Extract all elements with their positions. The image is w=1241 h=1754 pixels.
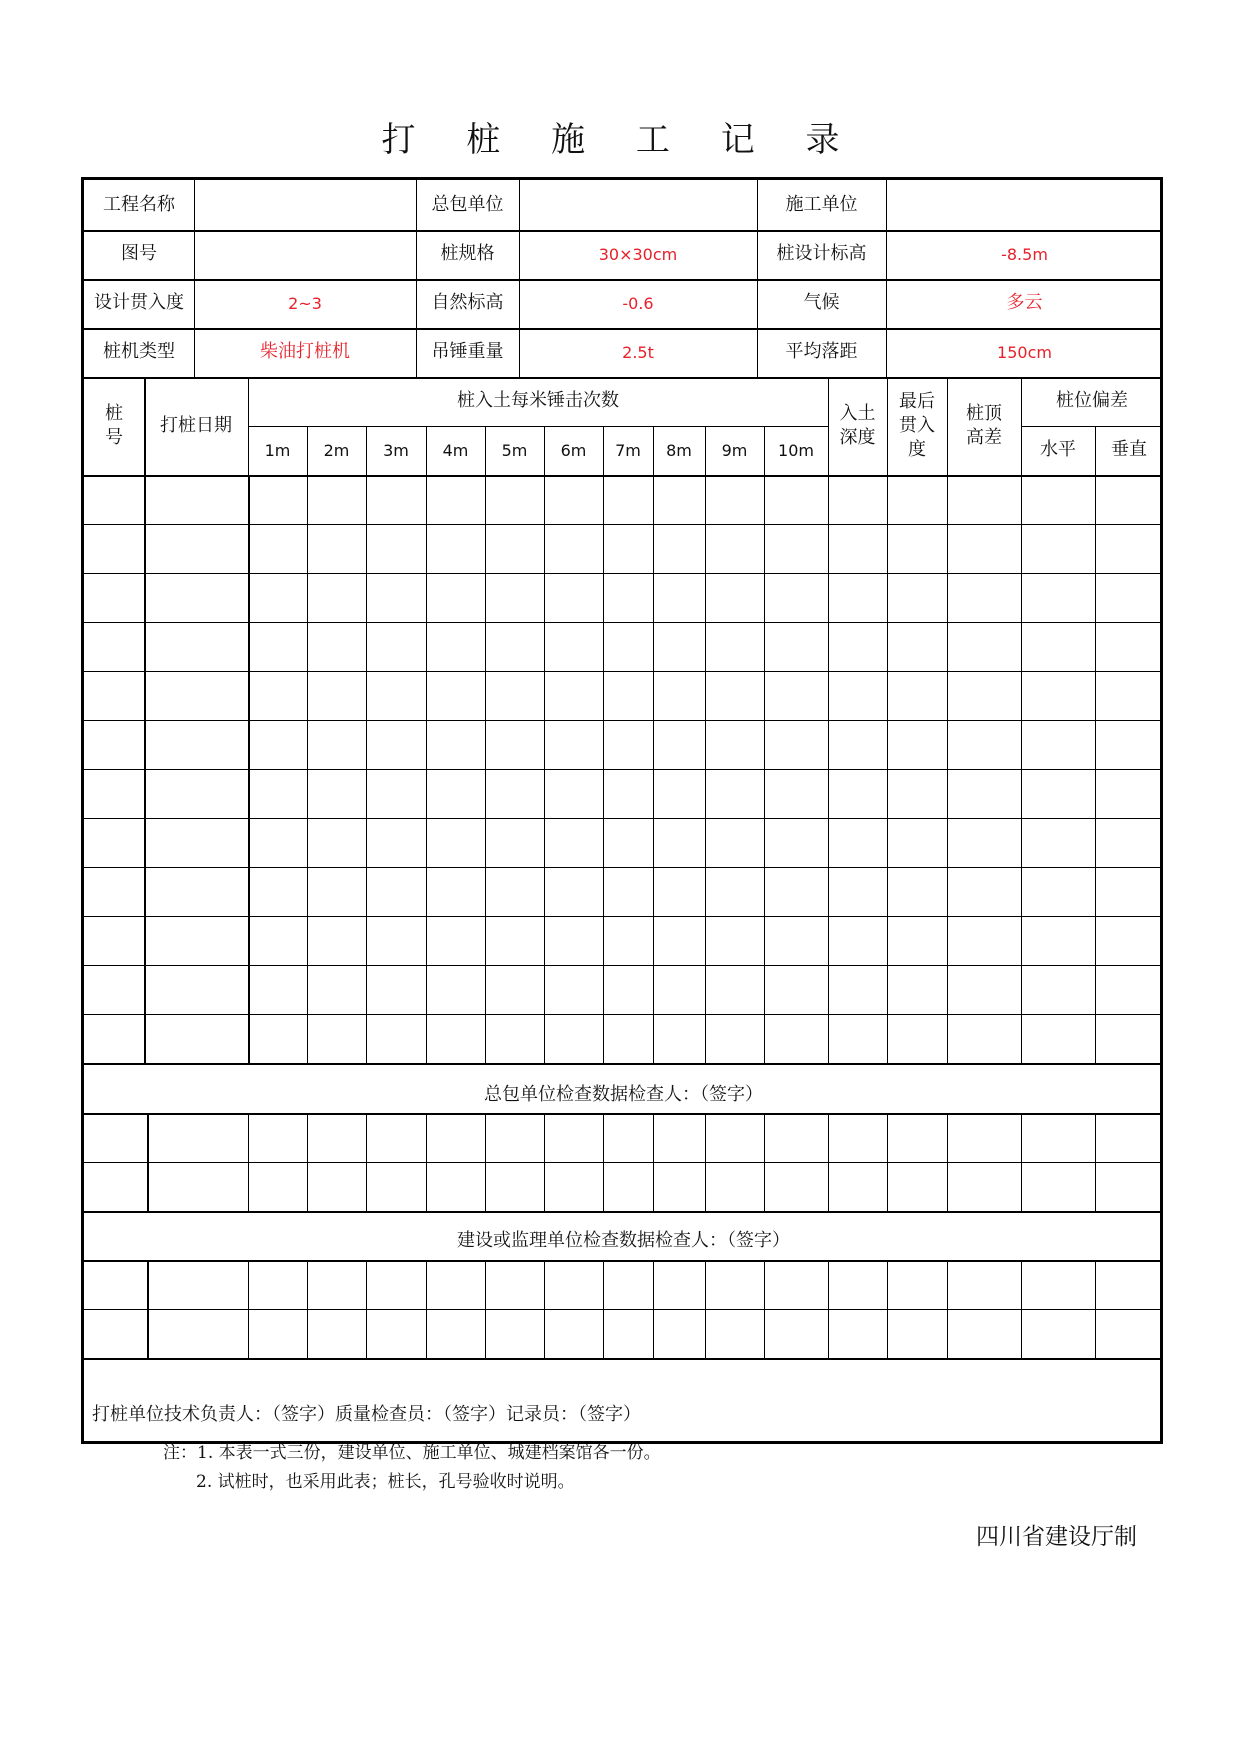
grid-line bbox=[603, 1113, 604, 1211]
grid-line bbox=[144, 475, 146, 1063]
grid-line bbox=[653, 426, 654, 475]
grid-line bbox=[426, 475, 427, 1063]
grid-line bbox=[764, 1260, 765, 1358]
grid-line bbox=[828, 1260, 829, 1358]
grid-line bbox=[366, 475, 367, 1063]
header-meter: 8m bbox=[666, 440, 692, 460]
grid-line bbox=[84, 328, 1163, 330]
grid-line bbox=[485, 1113, 486, 1211]
grid-line bbox=[84, 1309, 1163, 1310]
note-line-2: 2. 试桩时，也采用此表；桩长，孔号验收时说明。 bbox=[196, 1472, 575, 1492]
hammer-weight-label: 吊锤重量 bbox=[431, 341, 504, 363]
grid-line bbox=[84, 622, 1163, 623]
drawing-no-label: 图号 bbox=[121, 243, 157, 265]
grid-line bbox=[603, 475, 604, 1063]
grid-line bbox=[947, 475, 948, 1063]
grid-line bbox=[1021, 426, 1163, 427]
grid-line bbox=[544, 426, 545, 475]
grid-line bbox=[544, 1113, 545, 1211]
grid-line bbox=[1021, 1113, 1022, 1211]
natural-elevation-value[interactable]: -0.6 bbox=[622, 293, 654, 313]
grid-line bbox=[705, 475, 706, 1063]
header-date: 打桩日期 bbox=[160, 414, 232, 436]
general-contractor-field[interactable] bbox=[519, 180, 757, 230]
grid-line bbox=[248, 426, 828, 427]
grid-line bbox=[1095, 426, 1096, 475]
hammer-weight-value[interactable]: 2.5t bbox=[622, 342, 654, 362]
grid-line bbox=[248, 1260, 249, 1358]
grid-line bbox=[84, 230, 1163, 232]
grid-line bbox=[653, 475, 654, 1063]
grid-line bbox=[84, 475, 1163, 477]
header-meter: 3m bbox=[383, 440, 409, 460]
grid-line bbox=[84, 867, 1163, 868]
grid-line bbox=[84, 1014, 1163, 1015]
grid-line bbox=[653, 1260, 654, 1358]
construction-unit-field[interactable] bbox=[886, 180, 1163, 230]
weather-label: 气候 bbox=[803, 292, 840, 314]
grid-line bbox=[947, 377, 948, 475]
project-name-label: 工程名称 bbox=[103, 193, 175, 215]
grid-line bbox=[887, 377, 888, 475]
grid-line bbox=[886, 180, 887, 377]
rig-type-label: 桩机类型 bbox=[103, 341, 175, 363]
pile-design-elevation-label: 桩设计标高 bbox=[776, 243, 867, 265]
weather-value[interactable]: 多云 bbox=[1006, 292, 1043, 314]
grid-line bbox=[426, 426, 427, 475]
header-meter: 1m bbox=[264, 440, 291, 460]
header-top-elevation-diff: 桩顶 高差 bbox=[966, 402, 1002, 448]
grid-line bbox=[307, 475, 308, 1063]
grid-line bbox=[307, 1260, 308, 1358]
grid-line bbox=[426, 1260, 427, 1358]
grid-line bbox=[307, 426, 308, 475]
grid-line bbox=[887, 1113, 888, 1211]
grid-line bbox=[84, 671, 1163, 672]
natural-elevation-label: 自然标高 bbox=[431, 292, 504, 314]
grid-line bbox=[1021, 475, 1022, 1063]
pile-driving-record-form bbox=[81, 177, 1163, 1444]
grid-line bbox=[485, 1260, 486, 1358]
grid-line bbox=[764, 1113, 765, 1211]
grid-line bbox=[84, 1113, 1163, 1115]
drawing-no-field[interactable] bbox=[194, 230, 416, 279]
grid-line bbox=[757, 180, 758, 377]
grid-line bbox=[764, 426, 765, 475]
header-meter: 5m bbox=[501, 440, 528, 460]
grid-line bbox=[84, 377, 1163, 379]
rig-type-value[interactable]: 柴油打桩机 bbox=[260, 341, 350, 363]
grid-line bbox=[147, 1260, 149, 1358]
general-contractor-label: 总包单位 bbox=[431, 193, 504, 215]
grid-line bbox=[603, 1260, 604, 1358]
design-penetration-value[interactable]: 2~3 bbox=[288, 293, 322, 313]
pile-spec-label: 桩规格 bbox=[440, 243, 495, 265]
grid-line bbox=[947, 1113, 948, 1211]
grid-line bbox=[248, 1113, 249, 1211]
supervisor-check-row[interactable]: 建设或监理单位检查数据检查人：（签字） bbox=[457, 1230, 790, 1252]
grid-line bbox=[84, 965, 1163, 966]
grid-line bbox=[705, 1260, 706, 1358]
grid-line bbox=[764, 475, 765, 1063]
grid-line bbox=[248, 377, 249, 475]
general-contractor-check-row[interactable]: 总包单位检查数据检查人：（签字） bbox=[484, 1083, 763, 1105]
header-meter: 7m bbox=[615, 440, 641, 460]
grid-line bbox=[828, 377, 829, 475]
grid-line bbox=[485, 475, 486, 1063]
grid-line bbox=[828, 475, 829, 1063]
grid-line bbox=[1021, 1260, 1022, 1358]
header-meter: 10m bbox=[778, 440, 814, 460]
grid-line bbox=[887, 1260, 888, 1358]
design-penetration-label: 设计贯入度 bbox=[94, 292, 184, 314]
grid-line bbox=[84, 720, 1163, 721]
construction-unit-label: 施工单位 bbox=[785, 193, 858, 215]
grid-line bbox=[366, 1260, 367, 1358]
header-depth: 入土 深度 bbox=[839, 402, 876, 448]
grid-line bbox=[705, 1113, 706, 1211]
header-meter: 6m bbox=[560, 440, 587, 460]
grid-line bbox=[307, 1113, 308, 1211]
pile-spec-value[interactable]: 30×30cm bbox=[598, 244, 678, 264]
header-deviation: 桩位偏差 bbox=[1056, 390, 1128, 412]
grid-line bbox=[248, 475, 250, 1063]
grid-line bbox=[603, 426, 604, 475]
grid-line bbox=[544, 1260, 545, 1358]
grid-line bbox=[84, 769, 1163, 770]
signature-line[interactable]: 打桩单位技术负责人：（签字）质量检查员：（签字）记录员：（签字） bbox=[92, 1404, 641, 1425]
issuer-label: 四川省建设厅制 bbox=[976, 1524, 1137, 1550]
grid-line bbox=[84, 1211, 1163, 1213]
grid-line bbox=[1095, 475, 1096, 1063]
grid-line bbox=[366, 1113, 367, 1211]
grid-line bbox=[705, 426, 706, 475]
grid-line bbox=[485, 426, 486, 475]
header-meter: 2m bbox=[323, 440, 350, 460]
grid-line bbox=[887, 475, 888, 1063]
header-blows-per-meter: 桩入土每米锤击次数 bbox=[457, 390, 619, 412]
grid-line bbox=[84, 818, 1163, 819]
page-title: 打 桩 施 工 记 录 bbox=[381, 120, 860, 160]
grid-line bbox=[84, 1162, 1163, 1163]
header-pile-no: 桩 号 bbox=[105, 402, 123, 448]
header-horizontal: 水平 bbox=[1040, 439, 1076, 461]
grid-line bbox=[194, 180, 195, 377]
project-name-field[interactable] bbox=[194, 180, 416, 230]
grid-line bbox=[84, 524, 1163, 525]
header-meter: 9m bbox=[721, 440, 748, 460]
grid-line bbox=[144, 377, 146, 475]
grid-line bbox=[84, 916, 1163, 917]
grid-line bbox=[828, 1113, 829, 1211]
avg-drop-label: 平均落距 bbox=[785, 341, 858, 363]
grid-line bbox=[519, 180, 520, 377]
grid-line bbox=[1095, 1260, 1096, 1358]
grid-line bbox=[84, 1358, 1163, 1360]
note-line-1: 注：1. 本表一式三份，建设单位、施工单位、城建档案馆各一份。 bbox=[163, 1443, 661, 1463]
header-last-penetration: 最后 贯入 度 bbox=[899, 390, 935, 461]
grid-line bbox=[84, 573, 1163, 574]
grid-line bbox=[84, 1063, 1163, 1065]
grid-line bbox=[653, 1113, 654, 1211]
grid-line bbox=[947, 1260, 948, 1358]
grid-line bbox=[147, 1113, 149, 1211]
grid-line bbox=[426, 1113, 427, 1211]
header-meter: 4m bbox=[442, 440, 469, 460]
pile-design-elevation-value[interactable]: -8.5m bbox=[1001, 244, 1048, 264]
header-vertical: 垂直 bbox=[1111, 439, 1147, 461]
grid-line bbox=[84, 1260, 1163, 1262]
grid-line bbox=[544, 475, 545, 1063]
grid-line bbox=[1095, 1113, 1096, 1211]
grid-line bbox=[416, 180, 417, 377]
grid-line bbox=[1021, 377, 1022, 475]
avg-drop-value[interactable]: 150cm bbox=[997, 342, 1052, 362]
grid-line bbox=[366, 426, 367, 475]
grid-line bbox=[84, 279, 1163, 281]
